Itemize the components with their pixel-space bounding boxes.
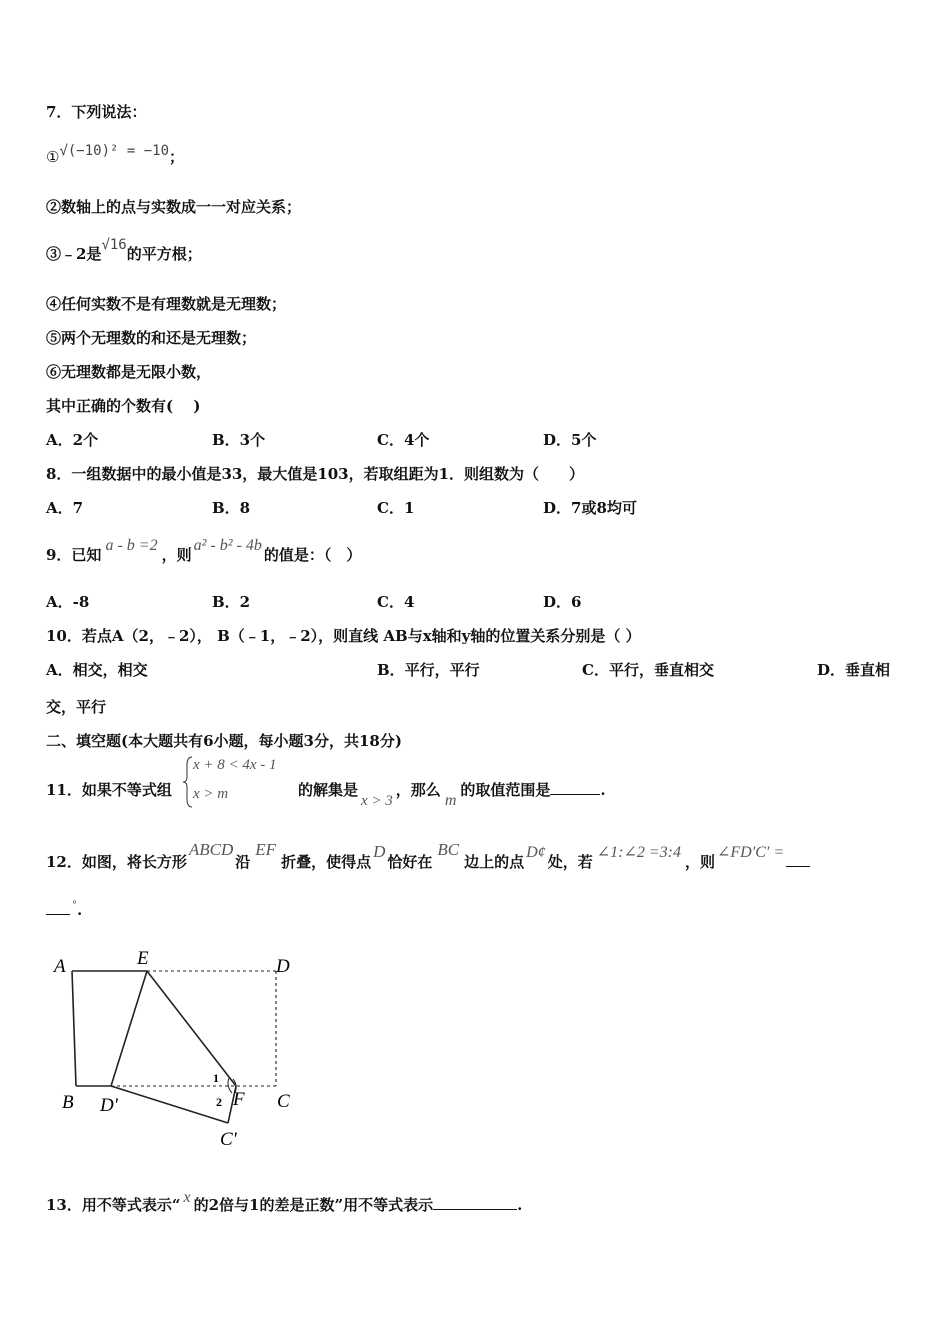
q10-option-a[interactable]: A．相交，相交 [46, 661, 148, 679]
q12-t7: ，则 [684, 853, 715, 871]
q9-option-a[interactable]: A．-8 [46, 593, 90, 611]
q8-option-c[interactable]: C．1 [377, 499, 415, 517]
q12-stem [46, 840, 810, 873]
q7-option-d[interactable]: D．5个 [543, 431, 597, 449]
q7-s3-post: 的平方根； [126, 245, 202, 263]
edge-ed-prime [111, 971, 147, 1086]
q13-x: x [183, 1189, 191, 1206]
q13-answer-blank[interactable] [433, 1195, 517, 1210]
label-c-prime: C' [220, 1129, 237, 1150]
q12-answer-blank-part1[interactable] [786, 852, 810, 867]
q11-system-line-2: x > m [193, 786, 229, 802]
edge-ef-fold [147, 971, 236, 1086]
q12-figure [40, 945, 320, 1155]
q7-statement-3 [46, 237, 202, 265]
q10-option-d-continued: 交，平行 [46, 698, 107, 716]
label-d-prime: D' [100, 1095, 118, 1116]
q9-post: 的值是：（ ） [263, 546, 362, 564]
q9-pre: 9．已知 [46, 546, 102, 564]
edge-ab [72, 971, 76, 1086]
q12-ratio: ∠1:∠2 =3:4 [596, 844, 681, 861]
q13-mid: 的2倍与1的差是正数”用不等式表示 [193, 1196, 434, 1214]
q10-option-c[interactable]: C．平行，垂直相交 [582, 661, 714, 679]
label-angle-1: 1 [213, 1071, 219, 1085]
q7-s3-math: √16 [101, 237, 127, 253]
q11-system-line-1: x + 8 < 4x - 1 [193, 757, 277, 773]
q10-stem: 10．若点A（2，﹣2）， B（﹣1，﹣2），则直线 AB与x轴和y轴的位置关系分别是（ ） [46, 627, 641, 645]
q9-option-b[interactable]: B．2 [212, 593, 251, 611]
q12-degree: ° [72, 900, 77, 911]
label-a: A [54, 956, 66, 977]
q12-answer-blank-part2[interactable] [46, 900, 70, 915]
q11-answer-blank[interactable] [550, 780, 600, 795]
label-f: F [233, 1089, 245, 1110]
q9-expression: a² - b² - 4b [193, 537, 262, 554]
q12-t3: 折叠，使得点 [281, 853, 372, 871]
q8-option-a[interactable]: A．7 [46, 499, 84, 517]
q11-end: . [600, 781, 606, 799]
q12-dprime: D¢ [526, 844, 546, 861]
q11-rest [298, 780, 606, 809]
q8-option-d[interactable]: D．7或8均可 [543, 499, 637, 517]
label-b: B [62, 1092, 74, 1113]
q12-t1: 12．如图，将长方形 [46, 853, 187, 871]
q7-s1-end: ； [169, 148, 185, 166]
q7-statement-4: ④任何实数不是有理数就是无理数； [46, 295, 287, 313]
label-c: C [277, 1091, 290, 1112]
q7-ask: 其中正确的个数有( ) [46, 397, 201, 415]
q11-mid: 的解集是 [298, 781, 359, 799]
q12-end: . [77, 901, 83, 919]
q8-option-b[interactable]: B．8 [212, 499, 251, 517]
q7-statement-2: ②数轴上的点与实数成一一对应关系； [46, 198, 302, 216]
q9-stem [46, 537, 362, 566]
edge-d-prime-c-prime [111, 1086, 228, 1123]
label-angle-2: 2 [216, 1095, 222, 1109]
q9-mid: ，则 [161, 546, 192, 564]
q12-t6: 处，若 [547, 853, 593, 871]
q9-condition: a - b =2 [105, 537, 158, 554]
q8-stem: 8．一组数据中的最小值是33，最大值是103，若取组距为1．则组数为（ ） [46, 465, 585, 483]
q11-solution: x > 3 [361, 793, 393, 809]
q10-option-d[interactable]: D．垂直相 [817, 661, 891, 679]
q9-option-c[interactable]: C．4 [377, 593, 415, 611]
q7-option-b[interactable]: B．3个 [212, 431, 266, 449]
q7-statement-6: ⑥无理数都是无限小数， [46, 363, 212, 381]
q11-post: 的取值范围是 [460, 781, 551, 799]
label-d: D [276, 956, 290, 977]
q11-mid2: ，那么 [395, 781, 441, 799]
q13-end: . [517, 1196, 523, 1214]
q11-variable: m [444, 792, 457, 809]
q12-ef: EF [255, 840, 277, 859]
q7-s1-mark: ① [46, 148, 60, 166]
q7-option-c[interactable]: C．4个 [377, 431, 430, 449]
q13-pre: 13．用不等式表示“ [46, 1196, 181, 1214]
q9-option-d[interactable]: D．6 [543, 593, 582, 611]
section-2-heading: 二、填空题(本大题共有6小题，每小题3分，共18分) [46, 732, 402, 750]
q12-t4: 恰好在 [387, 853, 433, 871]
q11-prefix: 11．如果不等式组 [46, 781, 172, 799]
q12-angle: ∠FD′C′ = [716, 844, 785, 861]
q12-abcd: ABCD [188, 840, 234, 859]
q7-s1-math: √(−10)² = −10 [59, 143, 170, 159]
q7-stem: 7．下列说法： [46, 103, 147, 121]
label-e: E [137, 948, 149, 969]
q13-stem [46, 1189, 523, 1216]
q10-option-b[interactable]: B．平行，平行 [377, 661, 480, 679]
q12-bc: BC [437, 840, 460, 859]
q12-line-2 [46, 900, 82, 923]
q7-option-a[interactable]: A．2个 [46, 431, 99, 449]
q7-statement-5: ⑤两个无理数的和还是无理数； [46, 329, 257, 347]
q12-d: D [373, 842, 386, 861]
q7-s3-pre: ③﹣2是 [46, 245, 102, 263]
q12-t2: 沿 [235, 853, 251, 871]
q12-t5: 边上的点 [464, 853, 525, 871]
q7-statement-1 [46, 143, 185, 168]
